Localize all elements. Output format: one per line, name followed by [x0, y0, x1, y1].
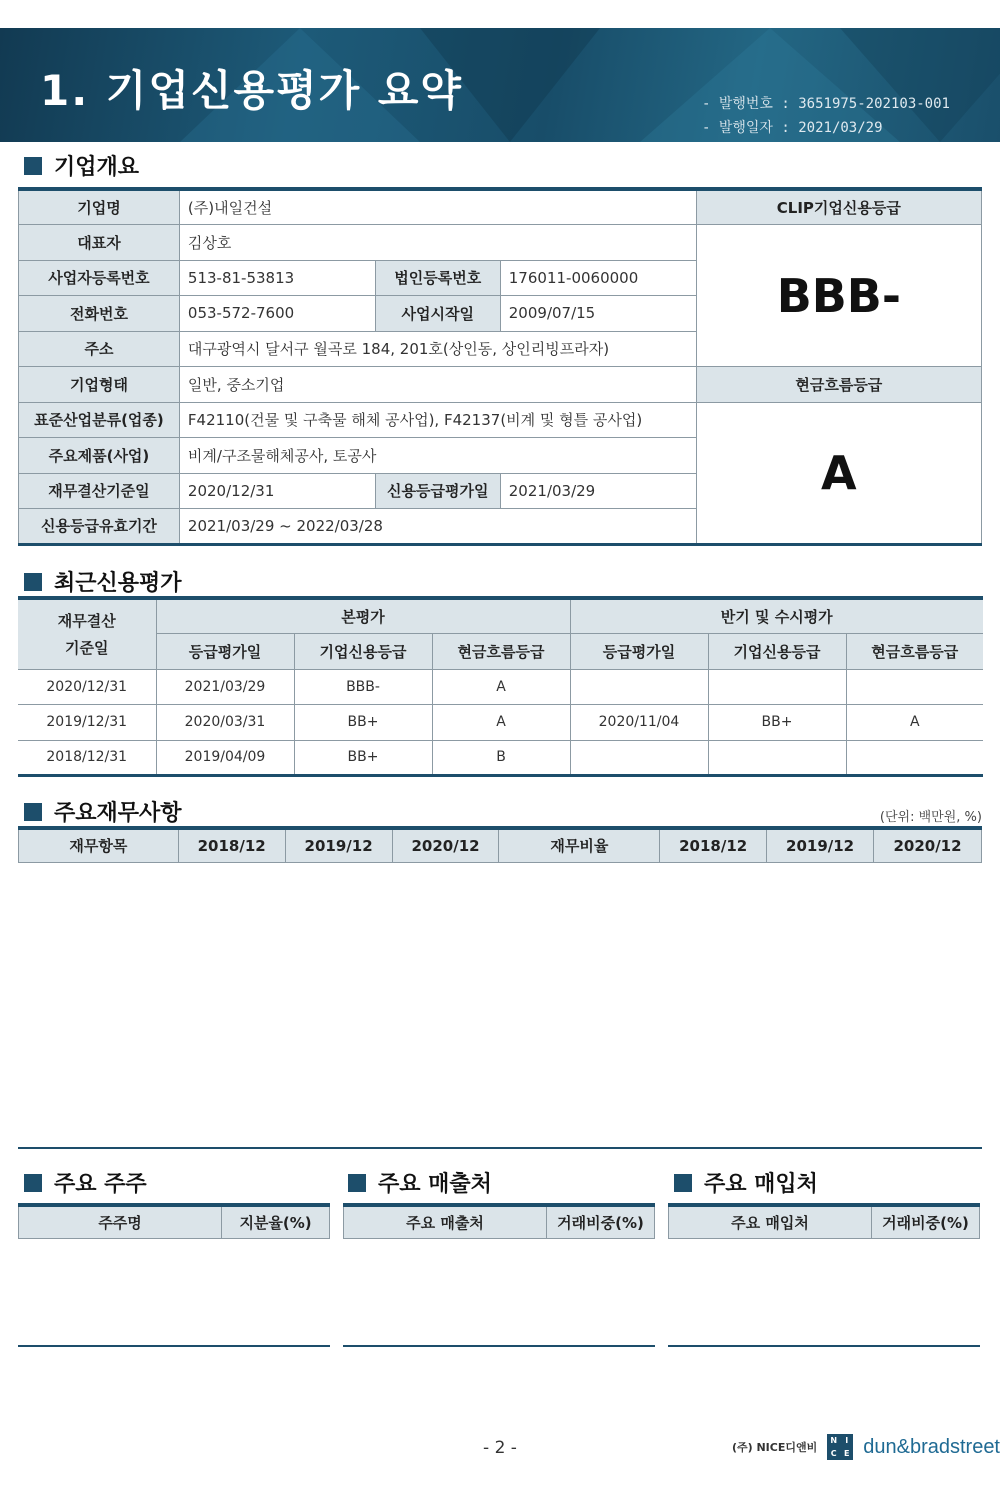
header-banner — [0, 28, 1000, 142]
header-cash-grade: 현금흐름등급 — [846, 634, 983, 670]
header-supplier: 주요 매입처 — [669, 1205, 872, 1238]
cell: A — [432, 669, 570, 705]
issue-date: - 발행일자 : 2021/03/29 — [702, 120, 883, 136]
shareholders-table-grid — [18, 1203, 330, 1239]
label-address: 주소 — [19, 331, 180, 367]
header-cash-grade: 현금흐름등급 — [432, 634, 570, 670]
header-customer: 주요 매출처 — [344, 1205, 547, 1238]
label-eval-date: 신용등급평가일 — [375, 473, 500, 509]
label-phone: 전화번호 — [19, 296, 180, 332]
cell — [708, 740, 846, 776]
overview-table — [18, 187, 982, 546]
cell: A — [846, 705, 983, 741]
header-fiscal-line2: 기준일 — [65, 639, 109, 658]
table-row — [18, 705, 983, 741]
square-bullet-icon — [24, 1174, 42, 1192]
company-name: (주)내일건설 — [179, 189, 696, 225]
nice-dnb-logo-text: (주) NICE디앤비 — [731, 1441, 818, 1454]
header-fiscal-date — [18, 598, 156, 669]
dnb-logo: dun&bradstreet — [863, 1435, 1000, 1458]
header-year: 2020/12 — [874, 828, 982, 862]
nice-logo-letter: E — [844, 1449, 850, 1458]
cell: BB+ — [708, 705, 846, 741]
section-finance-heading — [24, 796, 182, 827]
header-fiscal-line1: 재무결산 — [57, 612, 116, 631]
cell — [708, 669, 846, 705]
cell: 2020/11/04 — [570, 705, 708, 741]
cell — [846, 669, 983, 705]
label-corp-no: 법인등록번호 — [375, 260, 500, 296]
cell: BB+ — [294, 705, 432, 741]
cell: 2018/12/31 — [18, 740, 156, 776]
header-shareholder-name: 주주명 — [19, 1205, 222, 1238]
clip-grade-value: BBB- — [696, 225, 981, 367]
section-title: 주요 매출처 — [378, 1172, 492, 1197]
label-validity: 신용등급유효기간 — [19, 509, 180, 545]
industry: F42110(건물 및 구축물 해체 공사업), F42137(비계 및 형틀 공사업) — [179, 402, 696, 438]
customers-table-grid — [343, 1203, 655, 1239]
company-type: 일반, 중소기업 — [179, 367, 696, 403]
cell — [846, 740, 983, 776]
square-bullet-icon — [24, 803, 42, 821]
header-group-half: 반기 및 수시평가 — [570, 598, 983, 634]
label-biz-no: 사업자등록번호 — [19, 260, 180, 296]
cell: BB+ — [294, 740, 432, 776]
cell: 2019/04/09 — [156, 740, 294, 776]
corp-no: 176011-0060000 — [500, 260, 696, 296]
finance-table — [18, 826, 982, 863]
section-title: 기업개요 — [54, 155, 140, 180]
validity-period: 2021/03/29 ~ 2022/03/28 — [179, 509, 696, 545]
header-year: 2019/12 — [285, 828, 392, 862]
cell — [570, 669, 708, 705]
cell — [570, 740, 708, 776]
header-eval-date: 등급평가일 — [156, 634, 294, 670]
table-bottom-rule — [668, 1345, 980, 1347]
header-credit-grade: 기업신용등급 — [708, 634, 846, 670]
header-trade-ratio: 거래비중(%) — [872, 1205, 980, 1238]
section-recent-heading — [24, 566, 182, 597]
table-row — [18, 669, 983, 705]
header-year: 2019/12 — [767, 828, 874, 862]
finance-bottom-rule — [18, 1147, 982, 1149]
suppliers-table-grid — [668, 1203, 980, 1239]
cell: 2020/03/31 — [156, 705, 294, 741]
phone: 053-572-7600 — [179, 296, 375, 332]
section-title: 최근신용평가 — [54, 571, 182, 596]
fiscal-date: 2020/12/31 — [179, 473, 375, 509]
label-cash-grade: 현금흐름등급 — [696, 367, 981, 403]
cell: 2021/03/29 — [156, 669, 294, 705]
square-bullet-icon — [674, 1174, 692, 1192]
eval-date: 2021/03/29 — [500, 473, 696, 509]
recent-eval-table — [18, 596, 983, 777]
section-overview-heading — [24, 150, 139, 181]
section-suppliers-heading — [674, 1167, 818, 1198]
customers-table — [343, 1203, 655, 1239]
shareholders-table — [18, 1203, 330, 1239]
nice-logo-letter: I — [845, 1436, 849, 1445]
table-bottom-rule — [18, 1345, 330, 1347]
cell: B — [432, 740, 570, 776]
section-customers-heading — [348, 1167, 492, 1198]
header-year: 2018/12 — [178, 828, 285, 862]
suppliers-table — [668, 1203, 980, 1239]
section-title: 주요재무사항 — [54, 801, 182, 826]
header-year: 2020/12 — [392, 828, 499, 862]
section-title: 주요 매입처 — [704, 1172, 818, 1197]
footer-logos — [732, 1434, 1000, 1460]
cell: 2020/12/31 — [18, 669, 156, 705]
header-group-main: 본평가 — [156, 598, 570, 634]
start-date: 2009/07/15 — [500, 296, 696, 332]
square-bullet-icon — [24, 573, 42, 591]
nice-logo-icon — [827, 1434, 853, 1460]
ceo-name: 김상호 — [179, 225, 696, 261]
table-bottom-rule — [343, 1345, 655, 1347]
square-bullet-icon — [348, 1174, 366, 1192]
page-title: 1. 기업신용평가 요약 — [40, 66, 463, 115]
label-company-name: 기업명 — [19, 189, 180, 225]
product: 비계/구조물해체공사, 토공사 — [179, 438, 696, 474]
header-share-ratio: 지분율(%) — [222, 1205, 330, 1238]
issue-meta — [702, 92, 950, 140]
label-product: 주요제품(사업) — [19, 438, 180, 474]
label-fiscal-date: 재무결산기준일 — [19, 473, 180, 509]
label-ceo: 대표자 — [19, 225, 180, 261]
address: 대구광역시 달서구 월곡로 184, 201호(상인동, 상인리빙프라자) — [179, 331, 696, 367]
issue-number: - 발행번호 : 3651975-202103-001 — [702, 96, 950, 112]
header-credit-grade: 기업신용등급 — [294, 634, 432, 670]
unit-note: (단위: 백만원, %) — [879, 810, 982, 825]
page-number: - 2 - — [483, 1438, 517, 1458]
label-industry: 표준산업분류(업종) — [19, 402, 180, 438]
header-year: 2018/12 — [660, 828, 767, 862]
cell: 2019/12/31 — [18, 705, 156, 741]
section-shareholders-heading — [24, 1167, 147, 1198]
label-company-type: 기업형태 — [19, 367, 180, 403]
cash-grade-value: A — [696, 402, 981, 544]
biz-no: 513-81-53813 — [179, 260, 375, 296]
square-bullet-icon — [24, 157, 42, 175]
cell: BBB- — [294, 669, 432, 705]
header-eval-date: 등급평가일 — [570, 634, 708, 670]
nice-logo-letter: N — [830, 1436, 838, 1445]
label-start-date: 사업시작일 — [375, 296, 500, 332]
cell: A — [432, 705, 570, 741]
header-finance-ratio: 재무비율 — [499, 828, 660, 862]
nice-logo-letter: C — [830, 1449, 837, 1458]
header-finance-item: 재무항목 — [19, 828, 179, 862]
header-trade-ratio: 거래비중(%) — [547, 1205, 655, 1238]
table-row — [18, 740, 983, 776]
label-clip-grade: CLIP기업신용등급 — [696, 189, 981, 225]
section-title: 주요 주주 — [54, 1172, 147, 1197]
